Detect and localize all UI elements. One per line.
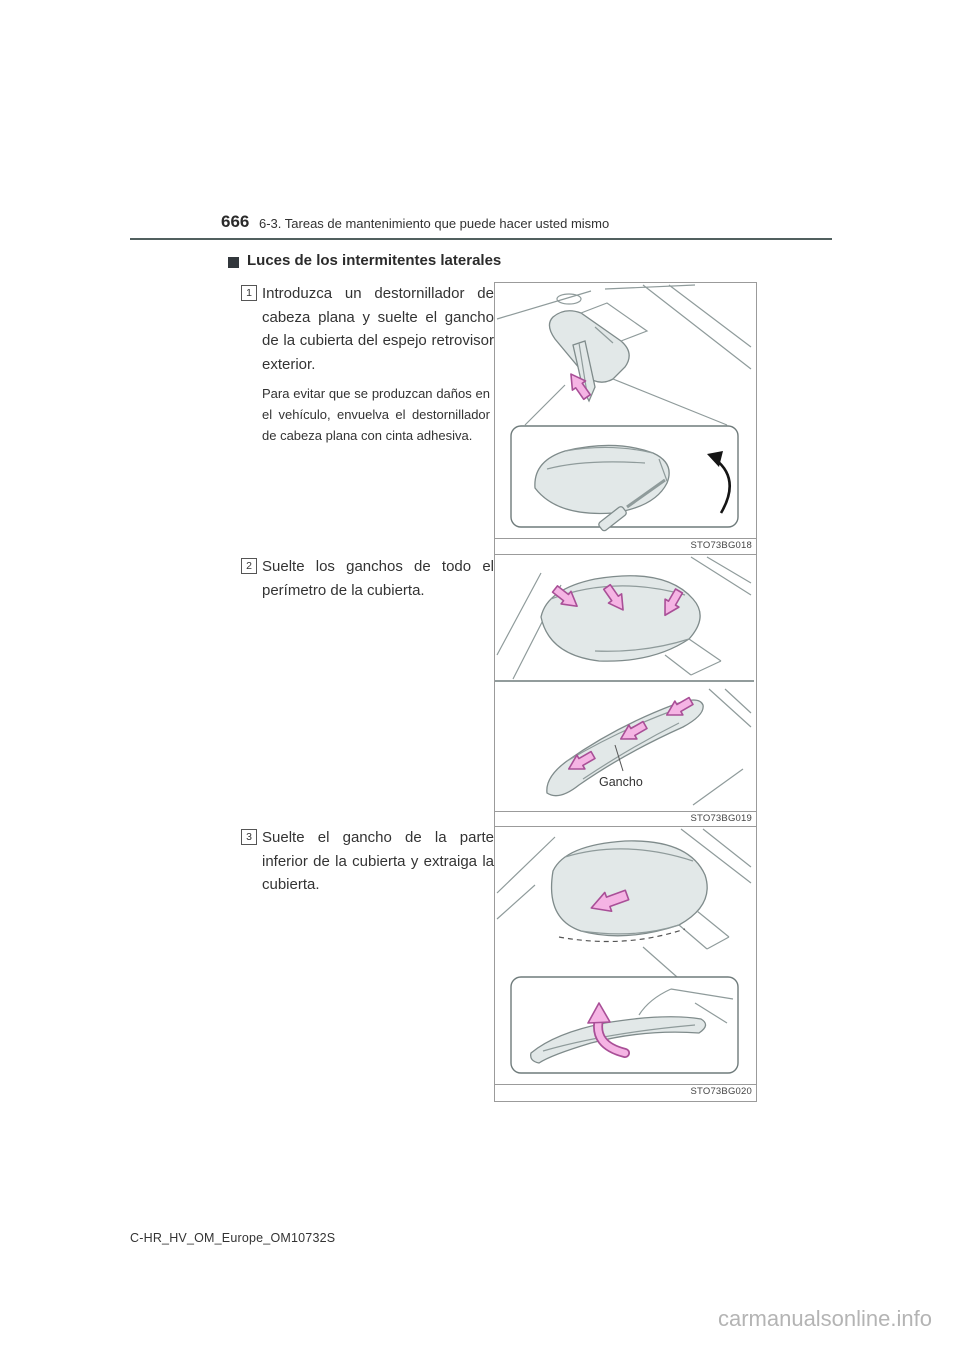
- step-2-number-badge: 2: [241, 558, 257, 574]
- section-title: Luces de los intermitentes laterales: [247, 252, 502, 269]
- step-3-number-badge: 3: [241, 829, 257, 845]
- step-1-number-badge: 1: [241, 285, 257, 301]
- figure-perimeter-hooks: [494, 554, 757, 829]
- figure-remove-cover: [494, 826, 757, 1102]
- document-code: C-HR_HV_OM_Europe_OM10732S: [130, 1231, 336, 1245]
- step-2-text: Suelte los ganchos de todo el perímetro de la cubierta.: [262, 558, 494, 599]
- figure-code: STO73BG020: [495, 1084, 756, 1101]
- door-handle-icon: [557, 294, 581, 304]
- mirror-cover-removal-illustration: [495, 827, 754, 1079]
- step-3-text: Suelte el gancho de la parte inferior de la cubierta y extraiga la cubierta.: [262, 829, 494, 893]
- step-1-note: Para evitar que se produzcan daños en el vehículo, envuelva el destornillador de cabeza plana con cinta adhesiva.: [262, 386, 490, 443]
- figure-code: STO73BG019: [495, 811, 756, 828]
- section-bullet-icon: [228, 257, 239, 268]
- step-2: [246, 555, 494, 602]
- figure-code: STO73BG018: [495, 538, 756, 555]
- hook-label: Gancho: [599, 775, 643, 789]
- step-1: [246, 282, 494, 446]
- watermark: carmanualsonline.info: [717, 1306, 932, 1331]
- mirror-cover-hooks-illustration: [495, 555, 754, 806]
- header-rule: [130, 238, 832, 240]
- page-number: 666: [221, 212, 250, 231]
- step-3: [246, 826, 494, 897]
- figure-screwdriver-release: [494, 282, 757, 556]
- chapter-header: 6-3. Tareas de mantenimiento que puede hacer usted mismo: [259, 216, 610, 231]
- step-1-text: Introduzca un destornillador de cabeza plana y suelte el gancho de la cubierta del espejo retrovisor exterior.: [262, 285, 494, 373]
- mirror-screwdriver-illustration: [495, 283, 754, 533]
